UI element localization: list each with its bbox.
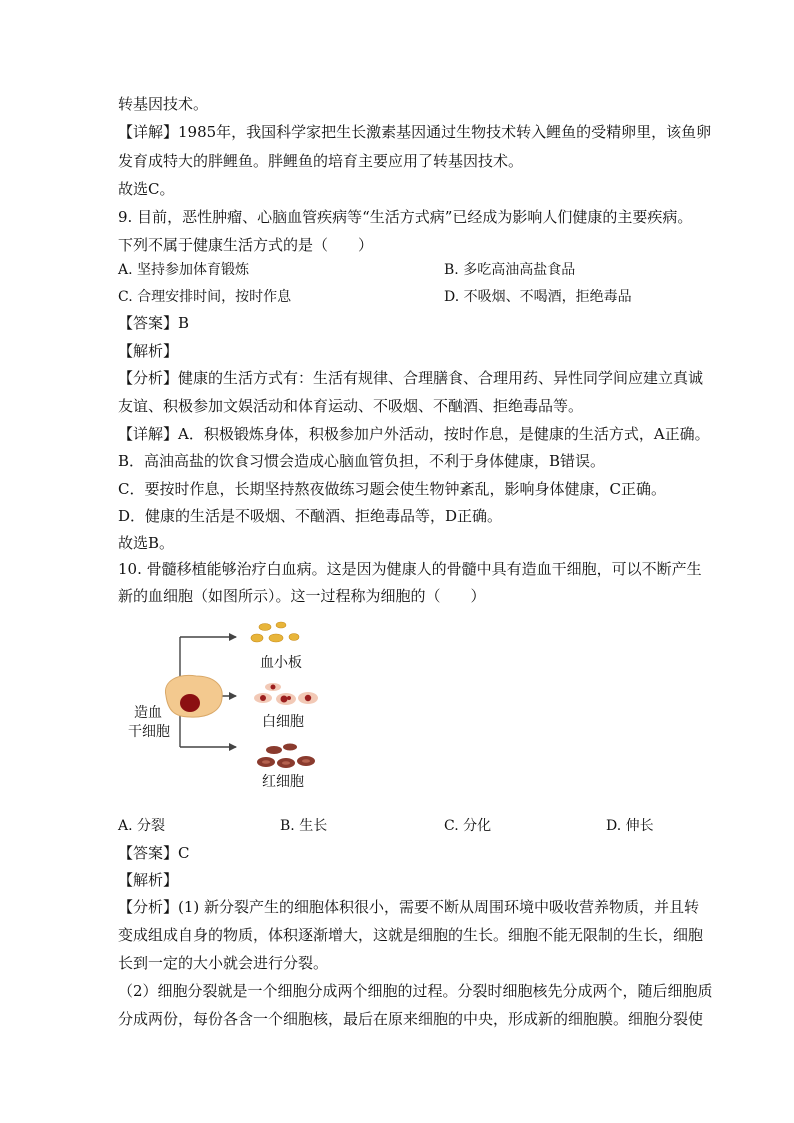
- text-line: 【详解】A．积极锻炼身体，积极参加户外活动，按时作息，是健康的生活方式，A正确。: [118, 425, 710, 443]
- q9-option-d: D. 不吸烟、不喝酒，拒绝毒品: [444, 289, 632, 305]
- q10-option-c: C. 分化: [444, 818, 492, 834]
- text-line: 【分析】健康的生活方式有：生活有规律、合理膳食、合理用药、异性同学间应建立真诚: [118, 369, 704, 387]
- q10-option-a: A. 分裂: [118, 818, 166, 834]
- q10-option-b: B. 生长: [280, 818, 328, 834]
- blood-cell-differentiation-figure: [118, 618, 333, 803]
- rbc-label: 红细胞: [262, 773, 304, 789]
- q10-option-d: D. 伸长: [606, 818, 654, 834]
- text-line: 故选C。: [118, 180, 175, 198]
- text-line: 变成组成自身的物质，体积逐渐增大，这就是细胞的生长。细胞不能无限制的生长，细胞: [118, 926, 704, 944]
- text-line: 友谊、积极参加文娱活动和体育运动、不吸烟、不酗酒、拒绝毒品等。: [118, 397, 584, 415]
- text-line: 转基因技术。: [118, 95, 209, 113]
- q10-answer: 【答案】C: [118, 844, 190, 862]
- text-line: 发育成特大的胖鲤鱼。胖鲤鱼的培育主要应用了转基因技术。: [118, 152, 524, 170]
- text-line: 长到一定的大小就会进行分裂。: [118, 954, 329, 972]
- text-line: （2）细胞分裂就是一个细胞分成两个细胞的过程。分裂时细胞核先分成两个，随后细胞质: [118, 982, 713, 1000]
- text-line: B．高油高盐的饮食习惯会造成心脑血管负担，不利于身体健康，B错误。: [118, 452, 606, 470]
- question-9-stem: 下列不属于健康生活方式的是（ ）: [118, 236, 374, 254]
- q9-analysis-heading: 【解析】: [118, 342, 179, 360]
- stem-cell-label-1: 造血: [134, 704, 162, 720]
- red-blood-cell-icon: [257, 744, 315, 769]
- text-line: 分成两份，每份各含一个细胞核，最后在原来细胞的中央，形成新的细胞膜。细胞分裂使: [118, 1010, 704, 1028]
- stem-cell-label-2: 干细胞: [128, 723, 170, 739]
- text-line: C．要按时作息，长期坚持熬夜做练习题会使生物钟紊乱，影响身体健康，C正确。: [118, 480, 666, 498]
- q9-option-b: B. 多吃高油高盐食品: [444, 262, 576, 278]
- question-9-stem: 9. 目前，恶性肿瘤、心脑血管疾病等“生活方式病”已经成为影响人们健康的主要疾病。: [118, 208, 693, 226]
- q9-option-a: A. 坚持参加体育锻炼: [118, 262, 250, 278]
- text-line: D．健康的生活是不吸烟、不酗酒、拒绝毒品等，D正确。: [118, 507, 503, 525]
- stem-cell-icon: [165, 675, 222, 717]
- text-line: 【分析】(1) 新分裂产生的细胞体积很小，需要不断从周围环境中吸收营养物质，并且转: [118, 898, 700, 916]
- wbc-label: 白细胞: [262, 713, 304, 729]
- q9-option-c: C. 合理安排时间，按时作息: [118, 289, 292, 305]
- q9-answer: 【答案】B: [118, 314, 190, 332]
- text-line: 【详解】1985年，我国科学家把生长激素基因通过生物技术转入鲤鱼的受精卵里，该鱼卵: [118, 123, 712, 141]
- platelet-icon: [251, 622, 299, 642]
- question-10-stem: 10. 骨髓移植能够治疗白血病。这是因为健康人的骨髓中具有造血干细胞，可以不断产生: [118, 560, 702, 578]
- q10-analysis-heading: 【解析】: [118, 871, 179, 889]
- text-line: 故选B。: [118, 534, 175, 552]
- white-blood-cell-icon: [254, 683, 318, 705]
- question-10-stem: 新的血细胞（如图所示）。这一过程称为细胞的（ ）: [118, 587, 486, 605]
- platelet-label: 血小板: [260, 654, 302, 670]
